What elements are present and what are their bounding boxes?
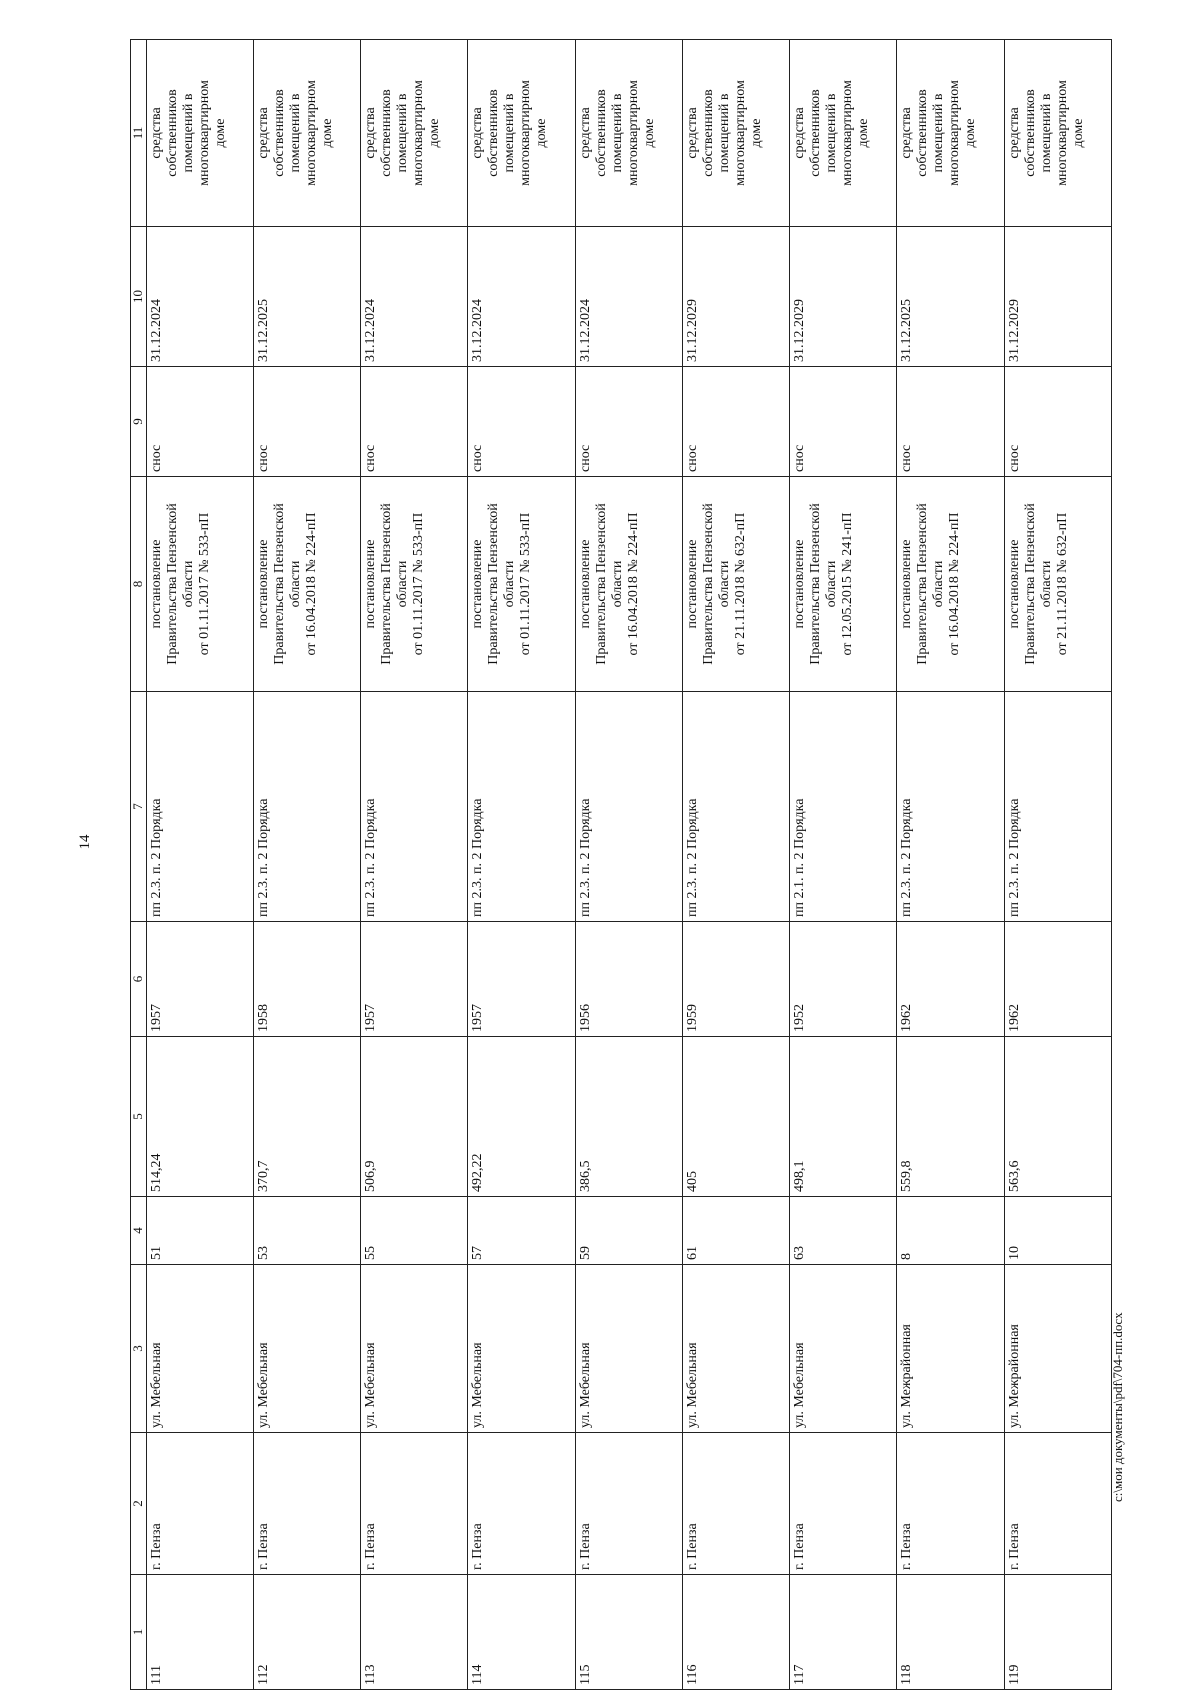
basis-cell: пп 2.3. п. 2 Порядка [575, 692, 682, 922]
table-body [131, 40, 1112, 1690]
action-cell: снос [146, 367, 253, 477]
deadline-cell: 31.12.2029 [1004, 227, 1111, 367]
column-number-cell: 1 [131, 1575, 147, 1690]
year-cell: 1952 [790, 922, 897, 1037]
house-number-cell: 8 [897, 1197, 1004, 1265]
basis-cell: пп 2.1. п. 2 Порядка [790, 692, 897, 922]
column-number-cell: 3 [131, 1265, 147, 1433]
city-cell: г. Пенза [468, 1433, 575, 1575]
table-row [468, 40, 575, 1690]
deadline-cell: 31.12.2029 [790, 227, 897, 367]
funding-source-cell [361, 40, 468, 227]
decree-cell [790, 477, 897, 692]
decree-cell-line: Правительства Пензенской [808, 503, 824, 665]
column-number-cell: 10 [131, 227, 147, 367]
decree-cell [361, 477, 468, 692]
funding-source-cell-line: многоквартирном [1054, 80, 1070, 186]
funding-source-cell [682, 40, 789, 227]
basis-cell: пп 2.3. п. 2 Порядка [897, 692, 1004, 922]
decree-cell-line: постановление [256, 539, 271, 629]
row-number-cell: 115 [575, 1575, 682, 1690]
decree-cell [468, 477, 575, 692]
funding-source-cell [468, 40, 575, 227]
funding-source-cell-line: собственников [700, 89, 716, 177]
city-cell: г. Пенза [897, 1433, 1004, 1575]
funding-source-cell-line: доме [212, 118, 228, 148]
decree-cell-line: от 12.05.2015 № 241-пП [840, 512, 856, 656]
decree-cell-line: постановление [148, 539, 164, 629]
funding-source-cell-line: многоквартирном [518, 80, 534, 186]
city-cell: г. Пенза [254, 1433, 361, 1575]
funding-source-cell-line: средства [256, 107, 271, 159]
deadline-cell: 31.12.2024 [575, 227, 682, 367]
column-number-row [131, 40, 147, 1690]
funding-source-cell-line: средства [148, 107, 164, 159]
table-row [146, 40, 253, 1690]
decree-cell-line: Правительства Пензенской [164, 503, 180, 665]
funding-source-cell-line: собственников [593, 89, 609, 177]
funding-source-cell-line: многоквартирном [196, 80, 212, 186]
area-cell: 492,22 [468, 1037, 575, 1197]
funding-source-cell-line: помещений в [1038, 93, 1054, 173]
funding-source-cell-line: средства [1006, 107, 1022, 159]
column-number-cell: 6 [131, 922, 147, 1037]
funding-source-cell [254, 40, 361, 227]
year-cell: 1959 [682, 922, 789, 1037]
funding-source-cell-line: помещений в [931, 93, 947, 173]
decree-cell-line: Правительства Пензенской [915, 503, 931, 665]
action-cell: снос [897, 367, 1004, 477]
funding-source-cell-line: доме [748, 118, 764, 148]
basis-cell: пп 2.3. п. 2 Порядка [254, 692, 361, 922]
city-cell: г. Пенза [1004, 1433, 1111, 1575]
footer-file-path-text: c:\мои документы\pdf\704-пп.docx [1110, 1312, 1125, 1502]
funding-source-cell-line: собственников [164, 89, 180, 177]
year-cell: 1957 [361, 922, 468, 1037]
decree-cell-line: области [288, 560, 303, 608]
year-cell: 1957 [146, 922, 253, 1037]
decree-cell [254, 477, 361, 692]
decree-cell-line: Правительства Пензенской [379, 503, 395, 665]
table-container [130, 40, 1112, 1690]
funding-source-cell-line: многоквартирном [625, 80, 641, 186]
funding-source-cell-line: средства [577, 107, 593, 159]
area-cell: 386,5 [575, 1037, 682, 1197]
decree-cell-line: от 16.04.2018 № 224-пП [304, 512, 319, 656]
decree-cell-line: области [716, 560, 732, 608]
deadline-cell: 31.12.2024 [361, 227, 468, 367]
decree-cell-line: от 01.11.2017 № 533-пП [518, 512, 534, 656]
decree-cell-line: постановление [899, 539, 915, 629]
decree-cell [682, 477, 789, 692]
year-cell: 1962 [1004, 922, 1111, 1037]
decree-cell-line: области [824, 560, 840, 608]
area-cell: 506,9 [361, 1037, 468, 1197]
funding-source-cell-line: помещений в [288, 93, 303, 173]
funding-source-cell [575, 40, 682, 227]
deadline-cell: 31.12.2024 [468, 227, 575, 367]
funding-source-cell-line: многоквартирном [947, 80, 963, 186]
column-number-cell: 7 [131, 692, 147, 922]
city-cell: г. Пенза [575, 1433, 682, 1575]
table-row [361, 40, 468, 1690]
house-number-cell: 51 [146, 1197, 253, 1265]
funding-source-cell-line: средства [684, 107, 700, 159]
action-cell: снос [575, 367, 682, 477]
basis-cell: пп 2.3. п. 2 Порядка [361, 692, 468, 922]
deadline-cell: 31.12.2024 [146, 227, 253, 367]
deadline-cell: 31.12.2025 [254, 227, 361, 367]
decree-cell-line: от 01.11.2017 № 533-пП [411, 512, 427, 656]
funding-source-cell-line: доме [856, 118, 872, 148]
funding-source-cell-line: собственников [808, 89, 824, 177]
decree-cell-line: Правительства Пензенской [272, 503, 287, 665]
row-number-cell: 111 [146, 1575, 253, 1690]
decree-cell-line: от 21.11.2018 № 632-пП [1054, 512, 1070, 656]
funding-source-cell [790, 40, 897, 227]
decree-cell-line: области [609, 560, 625, 608]
decree-cell-line: области [180, 560, 196, 608]
table-row [1004, 40, 1111, 1690]
house-number-cell: 61 [682, 1197, 789, 1265]
decree-cell-line: от 01.11.2017 № 533-пП [196, 512, 212, 656]
year-cell: 1957 [468, 922, 575, 1037]
funding-source-cell-line: доме [427, 118, 443, 148]
street-cell: ул. Межрайонная [897, 1265, 1004, 1433]
street-cell: ул. Мебельная [146, 1265, 253, 1433]
funding-source-cell-line: собственников [486, 89, 502, 177]
area-cell: 370,7 [254, 1037, 361, 1197]
street-cell: ул. Мебельная [468, 1265, 575, 1433]
table-row [790, 40, 897, 1690]
decree-cell-line: от 16.04.2018 № 224-пП [625, 512, 641, 656]
row-number-cell: 114 [468, 1575, 575, 1690]
decree-cell-line: области [931, 560, 947, 608]
city-cell: г. Пенза [361, 1433, 468, 1575]
table-row [254, 40, 361, 1690]
decree-cell-line: Правительства Пензенской [1022, 503, 1038, 665]
funding-source-cell-line: помещений в [716, 93, 732, 173]
column-number-cell: 2 [131, 1433, 147, 1575]
action-cell: снос [790, 367, 897, 477]
basis-cell: пп 2.3. п. 2 Порядка [682, 692, 789, 922]
funding-source-cell-line: многоквартирном [840, 80, 856, 186]
column-number-cell: 9 [131, 367, 147, 477]
year-cell: 1958 [254, 922, 361, 1037]
year-cell: 1962 [897, 922, 1004, 1037]
row-number-cell: 118 [897, 1575, 1004, 1690]
action-cell: снос [682, 367, 789, 477]
basis-cell: пп 2.3. п. 2 Порядка [1004, 692, 1111, 922]
decree-cell-line: постановление [792, 539, 808, 629]
decree-cell-line: области [395, 560, 411, 608]
funding-source-cell-line: средства [792, 107, 808, 159]
row-number-cell: 112 [254, 1575, 361, 1690]
area-cell: 563,6 [1004, 1037, 1111, 1197]
table-row [682, 40, 789, 1690]
funding-source-cell-line: многоквартирном [411, 80, 427, 186]
funding-source-cell-line: помещений в [180, 93, 196, 173]
funding-source-cell-line: средства [470, 107, 486, 159]
area-cell: 514,24 [146, 1037, 253, 1197]
action-cell: снос [468, 367, 575, 477]
funding-source-cell-line: доме [534, 118, 550, 148]
funding-source-cell-line: доме [641, 118, 657, 148]
row-number-cell: 116 [682, 1575, 789, 1690]
street-cell: ул. Мебельная [254, 1265, 361, 1433]
decree-cell-line: Правительства Пензенской [593, 503, 609, 665]
area-cell: 405 [682, 1037, 789, 1197]
house-number-cell: 59 [575, 1197, 682, 1265]
column-number-cell: 8 [131, 477, 147, 692]
decree-cell-line: постановление [1006, 539, 1022, 629]
city-cell: г. Пенза [682, 1433, 789, 1575]
funding-source-cell-line: доме [963, 118, 979, 148]
funding-source-cell-line: собственников [272, 89, 287, 177]
decree-cell [146, 477, 253, 692]
funding-source-cell-line: доме [1070, 118, 1086, 148]
funding-source-cell [1004, 40, 1111, 227]
street-cell: ул. Мебельная [682, 1265, 789, 1433]
table-row [575, 40, 682, 1690]
deadline-cell: 31.12.2029 [682, 227, 789, 367]
decree-cell-line: от 21.11.2018 № 632-пП [732, 512, 748, 656]
year-cell: 1956 [575, 922, 682, 1037]
funding-source-cell-line: помещений в [609, 93, 625, 173]
decree-cell-line: постановление [577, 539, 593, 629]
house-number-cell: 57 [468, 1197, 575, 1265]
action-cell: снос [254, 367, 361, 477]
decree-cell [1004, 477, 1111, 692]
column-number-cell: 11 [131, 40, 147, 227]
funding-source-cell [897, 40, 1004, 227]
column-number-cell: 4 [131, 1197, 147, 1265]
page-number: 14 [77, 834, 93, 850]
area-cell: 498,1 [790, 1037, 897, 1197]
funding-source-cell-line: помещений в [502, 93, 518, 173]
decree-cell-line: от 16.04.2018 № 224-пП [947, 512, 963, 656]
house-number-cell: 53 [254, 1197, 361, 1265]
funding-source-cell-line: доме [320, 118, 335, 148]
street-cell: ул. Мебельная [361, 1265, 468, 1433]
row-number-cell: 117 [790, 1575, 897, 1690]
funding-source-cell [146, 40, 253, 227]
funding-source-cell-line: многоквартирном [732, 80, 748, 186]
basis-cell: пп 2.3. п. 2 Порядка [146, 692, 253, 922]
funding-source-cell-line: собственников [1022, 89, 1038, 177]
column-number-cell: 5 [131, 1037, 147, 1197]
decree-cell-line: постановление [363, 539, 379, 629]
funding-source-cell-line: собственников [379, 89, 395, 177]
house-number-cell: 63 [790, 1197, 897, 1265]
funding-source-cell-line: средства [899, 107, 915, 159]
house-number-cell: 55 [361, 1197, 468, 1265]
decree-cell-line: области [1038, 560, 1054, 608]
street-cell: ул. Мебельная [575, 1265, 682, 1433]
housing-table [130, 39, 1112, 1690]
street-cell: ул. Межрайонная [1004, 1265, 1111, 1433]
decree-cell-line: Правительства Пензенской [700, 503, 716, 665]
action-cell: снос [361, 367, 468, 477]
row-number-cell: 119 [1004, 1575, 1111, 1690]
street-cell: ул. Мебельная [790, 1265, 897, 1433]
decree-cell [575, 477, 682, 692]
area-cell: 559,8 [897, 1037, 1004, 1197]
funding-source-cell-line: средства [363, 107, 379, 159]
action-cell: снос [1004, 367, 1111, 477]
decree-cell-line: Правительства Пензенской [486, 503, 502, 665]
decree-cell [897, 477, 1004, 692]
table-row [897, 40, 1004, 1690]
row-number-cell: 113 [361, 1575, 468, 1690]
funding-source-cell-line: многоквартирном [304, 80, 319, 186]
decree-cell-line: области [502, 560, 518, 608]
city-cell: г. Пенза [146, 1433, 253, 1575]
funding-source-cell-line: собственников [915, 89, 931, 177]
deadline-cell: 31.12.2025 [897, 227, 1004, 367]
city-cell: г. Пенза [790, 1433, 897, 1575]
funding-source-cell-line: помещений в [824, 93, 840, 173]
funding-source-cell-line: помещений в [395, 93, 411, 173]
house-number-cell: 10 [1004, 1197, 1111, 1265]
decree-cell-line: постановление [470, 539, 486, 629]
basis-cell: пп 2.3. п. 2 Порядка [468, 692, 575, 922]
decree-cell-line: постановление [684, 539, 700, 629]
